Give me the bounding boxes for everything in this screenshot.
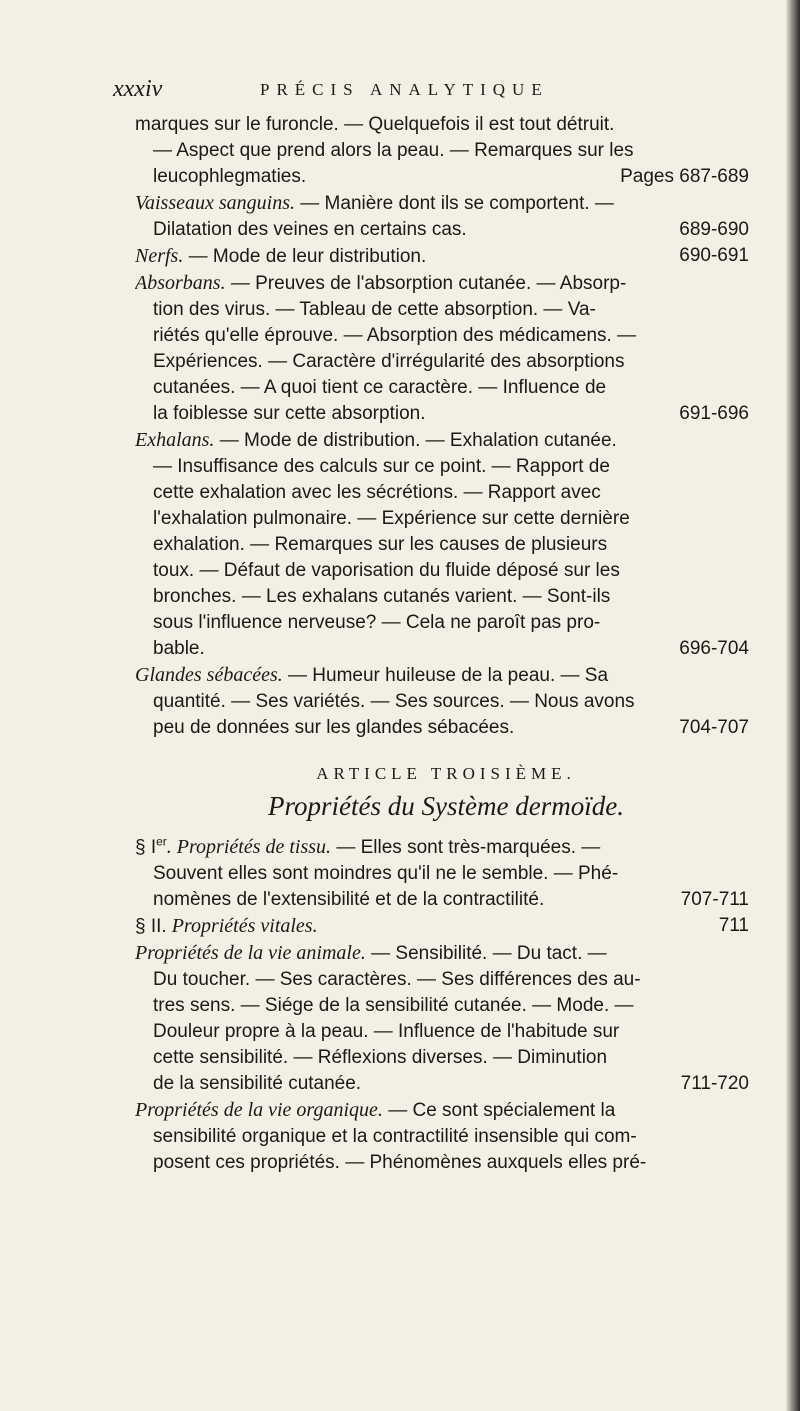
index-line xyxy=(135,1124,757,1150)
entry-text: posent ces propriétés. — Phénomènes auxquels elles pré- xyxy=(153,1152,647,1174)
entry-text: la foiblesse sur cette absorption. xyxy=(153,403,426,424)
entry-text: — Elles sont très-marquées. — xyxy=(331,837,601,859)
index-line xyxy=(135,967,757,993)
section-mark: § I xyxy=(135,837,157,859)
index-line-text xyxy=(153,299,596,320)
index-line xyxy=(135,138,757,164)
entry-text: — Mode de distribution. — Exhalation cutanée. xyxy=(214,430,617,451)
index-line xyxy=(135,164,757,190)
index-line xyxy=(135,349,757,375)
index-line xyxy=(135,887,757,913)
index-line xyxy=(135,715,757,741)
index-line xyxy=(135,913,757,940)
superscript: er xyxy=(156,835,167,849)
index-line-text xyxy=(153,995,634,1016)
index-line xyxy=(135,1150,757,1176)
entry-text: tion des virus. — Tableau de cette absorption. — Va- xyxy=(153,299,596,320)
page-reference: 707-711 xyxy=(680,889,749,911)
section-title: Propriétés du Système dermoïde. xyxy=(268,791,624,821)
page-reference: 711 xyxy=(718,915,749,937)
page-reference: 696-704 xyxy=(679,638,749,659)
index-line-text xyxy=(153,612,600,633)
entry-text: Du toucher. — Ses caractères. — Ses différences des au- xyxy=(153,969,641,991)
index-line xyxy=(135,861,757,887)
entry-text: — Aspect que prend alors la peau. — Remarques sur les xyxy=(153,140,634,161)
entry-text: bronches. — Les exhalans cutanés varient. — Sont-ils xyxy=(153,586,611,607)
entry-topic: Propriétés de la vie animale. xyxy=(135,942,366,965)
index-line-text xyxy=(153,887,544,913)
index-line xyxy=(135,401,757,427)
page-reference: 711-720 xyxy=(680,1073,749,1095)
entry-text: cette exhalation avec les sécrétions. — Rapport avec xyxy=(153,482,601,503)
index-entries-skin-structure xyxy=(135,112,757,741)
index-line-text xyxy=(153,560,620,581)
entry-text: bable. xyxy=(153,638,205,659)
index-line xyxy=(135,1071,757,1097)
running-title: PRÉCIS ANALYTIQUE xyxy=(260,80,549,99)
index-line xyxy=(135,323,757,349)
entry-topic: Glandes sébacées. xyxy=(135,664,283,686)
entry-text: exhalation. — Remarques sur les causes de plusieurs xyxy=(153,534,608,555)
index-line-text xyxy=(153,1047,607,1068)
index-line-text xyxy=(153,456,610,477)
index-line xyxy=(135,1045,757,1071)
entry-text: cutanées. — A quoi tient ce caractère. — Influence de xyxy=(153,377,607,398)
entry-text: Douleur propre à la peau. — Influence de l'habitude sur xyxy=(153,1021,620,1043)
entry-text: riétés qu'elle éprouve. — Absorption des médicamens. — xyxy=(153,325,637,346)
entry-topic: Absorbans. xyxy=(135,272,226,294)
index-line-text xyxy=(153,1021,619,1042)
index-line-text xyxy=(153,140,634,161)
index-line xyxy=(135,610,757,636)
index-line-text xyxy=(153,1071,361,1097)
page-edge xyxy=(786,0,800,1411)
index-entries-skin-properties xyxy=(135,829,757,1176)
entry-text: marques sur le furoncle. — Quelquefois il est tout détruit. xyxy=(135,114,615,135)
entry-text: de la sensibilité cutanée. xyxy=(153,1073,362,1095)
index-line xyxy=(135,584,757,610)
index-line-text xyxy=(135,665,608,686)
index-line-text xyxy=(135,943,607,964)
index-line-text xyxy=(135,837,600,858)
entry-text: — Insuffisance des calculs sur ce point. — Rapport de xyxy=(153,456,610,477)
index-line xyxy=(135,662,757,689)
page-reference: 690-691 xyxy=(679,245,749,266)
index-line-text xyxy=(153,1152,646,1173)
index-line-text xyxy=(153,217,467,243)
index-line xyxy=(135,506,757,532)
entry-text: — Humeur huileuse de la peau. — Sa xyxy=(282,665,609,686)
section-mark: § II. xyxy=(135,916,167,938)
article-heading: ARTICLE TROISIÈME. xyxy=(316,764,576,783)
entry-topic: Exhalans. xyxy=(135,429,215,451)
index-line xyxy=(135,112,757,138)
page-reference: 689-690 xyxy=(679,219,749,240)
index-line-text xyxy=(153,377,606,398)
page-reference: Pages 687-689 xyxy=(620,166,749,187)
index-line xyxy=(135,270,757,297)
entry-topic: Nerfs. xyxy=(135,245,184,267)
index-line xyxy=(135,190,757,217)
entry-text: nomènes de l'extensibilité et de la contractilité. xyxy=(153,889,545,911)
entry-text: — Ce sont spécialement la xyxy=(382,1100,616,1122)
entry-text: — Mode de leur distribution. xyxy=(183,246,427,267)
index-line-text xyxy=(135,243,426,270)
index-line xyxy=(135,940,757,967)
entry-text: Expériences. — Caractère d'irrégularité des absorptions xyxy=(153,351,625,372)
index-text xyxy=(135,112,757,1176)
index-line xyxy=(135,993,757,1019)
page-reference: 704-707 xyxy=(679,717,749,738)
entry-text: cette sensibilité. — Réflexions diverses. — Diminution xyxy=(153,1047,608,1069)
entry-topic: . Propriétés de tissu. xyxy=(166,836,332,859)
page-reference: 691-696 xyxy=(679,403,749,424)
entry-topic: Vaisseaux sanguins. xyxy=(135,192,295,214)
entry-text: leucophlegmaties. xyxy=(153,166,307,187)
index-line-text xyxy=(153,508,630,529)
index-line-text xyxy=(153,715,514,741)
entry-text: toux. — Défaut de vaporisation du fluide déposé sur les xyxy=(153,560,620,581)
index-line-text xyxy=(153,351,624,372)
entry-topic: Propriétés de la vie organique. xyxy=(135,1099,383,1122)
index-line-text xyxy=(135,114,614,135)
running-head xyxy=(105,76,760,106)
index-line-text xyxy=(153,401,426,427)
index-line-text xyxy=(135,273,626,294)
index-line-text xyxy=(153,636,205,662)
entry-text: Souvent elles sont moindres qu'il ne le semble. — Phé- xyxy=(153,863,619,885)
entry-text: — Manière dont ils se comportent. — xyxy=(295,193,614,214)
index-line-text xyxy=(153,969,641,990)
index-line-text xyxy=(153,482,601,503)
entry-text: sensibilité organique et la contractilité insensible qui com- xyxy=(153,1126,637,1148)
index-line xyxy=(135,480,757,506)
index-line xyxy=(135,243,757,270)
index-line xyxy=(135,375,757,401)
index-line-text xyxy=(135,193,614,214)
entry-text: — Preuves de l'absorption cutanée. — Absorp- xyxy=(225,273,627,294)
index-line-text xyxy=(153,534,607,555)
index-line xyxy=(135,217,757,243)
index-line xyxy=(135,829,757,861)
index-line xyxy=(135,689,757,715)
index-line-text xyxy=(153,586,610,607)
index-line xyxy=(135,1097,757,1124)
entry-topic: Propriétés vitales. xyxy=(166,915,318,938)
index-line xyxy=(135,427,757,454)
entry-text: — Sensibilité. — Du tact. — xyxy=(365,943,607,965)
index-line xyxy=(135,636,757,662)
index-line xyxy=(135,297,757,323)
entry-text: peu de données sur les glandes sébacées. xyxy=(153,717,515,738)
index-line-text xyxy=(153,691,635,712)
index-line-text xyxy=(153,164,306,190)
index-line-text xyxy=(153,1126,637,1147)
page-folio: xxxiv xyxy=(113,76,163,102)
index-line-text xyxy=(135,913,318,940)
index-line xyxy=(135,1019,757,1045)
entry-text: Dilatation des veines en certains cas. xyxy=(153,219,467,240)
index-line xyxy=(135,454,757,480)
entry-text: sous l'influence nerveuse? — Cela ne paroît pas pro- xyxy=(153,612,601,633)
entry-text: l'exhalation pulmonaire. — Expérience sur cette dernière xyxy=(153,508,630,529)
index-line xyxy=(135,558,757,584)
index-line xyxy=(135,532,757,558)
index-line-text xyxy=(135,430,617,451)
index-line-text xyxy=(135,1100,615,1121)
index-line-text xyxy=(153,325,636,346)
entry-text: tres sens. — Siége de la sensibilité cutanée. — Mode. — xyxy=(153,995,634,1017)
entry-text: quantité. — Ses variétés. — Ses sources. — Nous avons xyxy=(153,691,635,712)
index-line-text xyxy=(153,863,618,884)
